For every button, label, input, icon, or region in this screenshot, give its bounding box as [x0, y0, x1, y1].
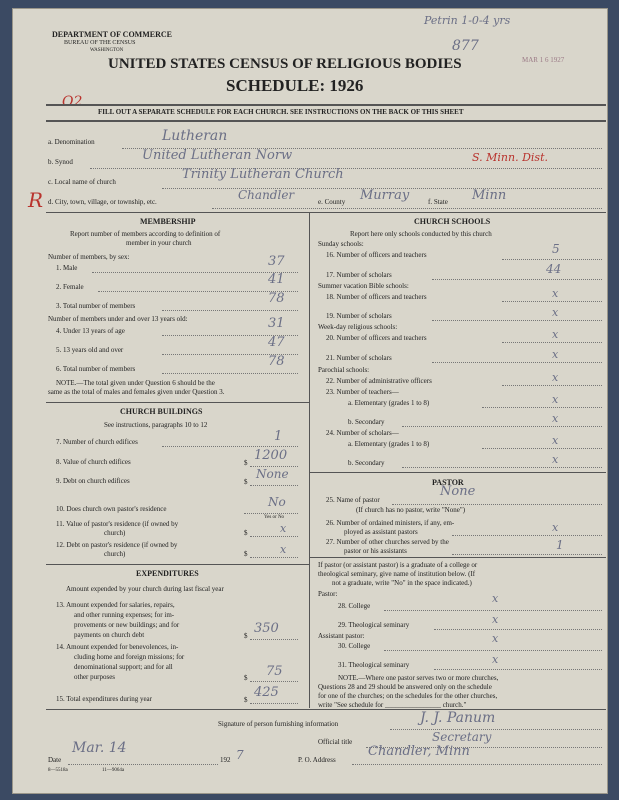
q12-dollar: $	[244, 550, 248, 558]
received-stamp: MAR 1 6 1927	[522, 56, 565, 64]
q28-value: x	[492, 592, 499, 605]
q29-value: x	[492, 613, 499, 626]
q15-label: 15. Total expenditures during year	[56, 695, 152, 703]
q17-label: 17. Number of scholars	[326, 271, 392, 279]
grad-text2: theological seminary, give name of institution below. (If	[318, 570, 476, 578]
q18-value: x	[552, 287, 559, 300]
schedule-number: 877	[452, 38, 479, 54]
q11-label: 11. Value of pastor's residence (if owned by	[56, 520, 179, 528]
q22-value: x	[552, 371, 559, 384]
q19-label: 19. Number of scholars	[326, 312, 392, 320]
pastor-note1: NOTE.—Where one pastor serves two or more churches,	[338, 674, 499, 682]
q9-dollar: $	[244, 478, 248, 486]
buildings-title: CHURCH BUILDINGS	[120, 407, 203, 416]
q26-label-b: ployed as assistant pastors	[344, 528, 418, 536]
instructions-rule	[46, 120, 606, 122]
expenditures-sub: Amount expended by your church during last fiscal year	[66, 585, 224, 593]
q30-label: 30. College	[338, 642, 371, 650]
state-value: Minn	[472, 188, 507, 203]
county-value: Murray	[360, 188, 410, 203]
q15-value: 425	[254, 685, 279, 700]
q11-label-b: church)	[104, 529, 126, 537]
membership-note1: NOTE.—The total given under Question 6 should be the	[56, 379, 215, 387]
q24a-label: a. Elementary (grades 1 to 8)	[348, 440, 430, 448]
church-name-value: Trinity Lutheran Church	[182, 167, 344, 182]
schedule-sheet	[12, 8, 608, 794]
membership-note2: same as the total of males and females given under Question 3.	[48, 388, 225, 396]
synod-value: United Lutheran Norw	[142, 148, 293, 163]
q30-value: x	[492, 632, 499, 645]
q23b-value: x	[552, 412, 559, 425]
q5-value: 47	[268, 335, 285, 350]
address-value: Chandler, Minn	[368, 744, 470, 759]
header-rule	[46, 104, 606, 106]
sunday-label: Sunday schools:	[318, 240, 364, 248]
pastor-note3: for one of the churches; on the schedules for the other churches,	[318, 692, 498, 700]
assistant-pastor-label: Assistant pastor:	[318, 632, 365, 640]
q16-label: 16. Number of officers and teachers	[326, 251, 427, 259]
pastor-title: PASTOR	[432, 478, 464, 487]
q23a-value: x	[552, 393, 559, 406]
under-over-label: Number of members under and over 13 years old:	[48, 315, 188, 323]
q7-value: 1	[274, 429, 283, 444]
top-note: Petrin 1-0-4 yrs	[424, 14, 511, 27]
denomination-value: Lutheran	[162, 128, 228, 144]
q6-value: 78	[268, 354, 285, 369]
year-value: 7	[236, 748, 244, 762]
grad-text3: not a graduate, write "No" in the space indicated.)	[332, 579, 472, 587]
q21-value: x	[552, 348, 559, 361]
q13-label-b: and other running expenses; for im-	[74, 611, 175, 619]
q13-dollar: $	[244, 632, 248, 640]
q23b-label: b. Secondary	[348, 418, 385, 426]
q25-value: None	[440, 484, 476, 499]
q2-value: 41	[268, 272, 285, 287]
q17-value: 44	[546, 262, 562, 276]
county-label: e. County	[318, 198, 346, 206]
q16-value: 5	[552, 242, 560, 256]
q22-label: 22. Number of administrative officers	[326, 377, 432, 385]
dept-name: DEPARTMENT OF COMMERCE	[52, 30, 173, 39]
synod-district: S. Minn. Dist.	[472, 151, 548, 164]
q12-value: x	[280, 543, 287, 556]
pastor-note4: write "See schedule for ________________ church."	[318, 701, 467, 709]
q4-value: 31	[268, 316, 285, 331]
q31-label: 31. Theological seminary	[338, 661, 410, 669]
yes-no-hint: Yes or No	[264, 515, 285, 520]
margin-mark: R	[28, 188, 44, 212]
q13-label: 13. Amount expended for salaries, repairs,	[56, 601, 175, 609]
membership-title: MEMBERSHIP	[140, 217, 196, 226]
q3-value: 78	[268, 291, 285, 306]
q1-label: 1. Male	[56, 264, 78, 272]
q14-label-d: other purposes	[74, 673, 116, 681]
q24a-value: x	[552, 434, 559, 447]
q10-label: 10. Does church own pastor's residence	[56, 505, 167, 513]
q27-label: 27. Number of other churches served by the	[326, 538, 449, 546]
q8-dollar: $	[244, 459, 248, 467]
q28-label: 28. College	[338, 602, 371, 610]
q20-value: x	[552, 328, 559, 341]
q2-label: 2. Female	[56, 283, 84, 291]
official-title-value: Secretary	[432, 730, 492, 744]
schools-sub: Report here only schools conducted by this church	[350, 230, 492, 238]
date-label: Date	[48, 756, 62, 764]
by-sex-label: Number of members, by sex:	[48, 253, 130, 261]
q14-label-b: cluding home and foreign missions; for	[74, 653, 185, 661]
q8-label: 8. Value of church edifices	[56, 458, 131, 466]
year-prefix: 192	[220, 756, 231, 764]
q7-label: 7. Number of church edifices	[56, 438, 138, 446]
q11-value: x	[280, 522, 287, 535]
city-label: d. City, town, village, or township, etc.	[48, 198, 157, 206]
date-value: Mar. 14	[72, 740, 127, 756]
q20-label: 20. Number of officers and teachers	[326, 334, 427, 342]
form-number: 8—5518a	[48, 768, 68, 773]
q1-value: 37	[268, 254, 285, 269]
state-label: f. State	[428, 198, 448, 206]
q26-value: x	[552, 521, 559, 534]
expenditures-title: EXPENDITURES	[136, 569, 199, 578]
pastor-label: Pastor:	[318, 590, 338, 598]
q21-label: 21. Number of scholars	[326, 354, 392, 362]
q13-value: 350	[254, 621, 279, 636]
official-title-label: Official title	[318, 738, 353, 746]
weekday-label: Week-day religious schools:	[318, 323, 398, 331]
form-title: UNITED STATES CENSUS OF RELIGIOUS BODIES	[108, 56, 462, 72]
city-value: Chandler	[238, 188, 295, 202]
q18-label: 18. Number of officers and teachers	[326, 293, 427, 301]
red-mark: O2	[62, 94, 83, 110]
address-label: P. O. Address	[298, 756, 336, 764]
q3-label: 3. Total number of members	[56, 302, 136, 310]
q23a-label: a. Elementary (grades 1 to 8)	[348, 399, 430, 407]
q19-value: x	[552, 306, 559, 319]
q10-value: No	[268, 495, 286, 509]
q12-label: 12. Debt on pastor's residence (if owned by	[56, 541, 178, 549]
q27-value: 1	[556, 538, 564, 552]
signature-label: Signature of person furnishing information	[218, 720, 339, 728]
q24b-value: x	[552, 453, 559, 466]
q9-label: 9. Debt on church edifices	[56, 477, 130, 485]
q27-label-b: pastor or his assistants	[344, 547, 407, 555]
q13-label-c: provements or new buildings; and for	[74, 621, 180, 629]
column-divider	[309, 212, 310, 708]
q29-label: 29. Theological seminary	[338, 621, 410, 629]
denomination-label: a. Denomination	[48, 138, 95, 146]
q6-label: 6. Total number of members	[56, 365, 136, 373]
q15-dollar: $	[244, 696, 248, 704]
q26-label: 26. Number of ordained ministers, if any, em-	[326, 519, 455, 527]
q12-label-b: church)	[104, 550, 126, 558]
summer-label: Summer vacation Bible schools:	[318, 282, 409, 290]
buildings-sub: See instructions, paragraphs 10 to 12	[104, 421, 208, 429]
grad-text1: If pastor (or assistant pastor) is a graduate of a college or	[318, 561, 478, 569]
bureau-name: BUREAU OF THE CENSUS	[64, 40, 136, 46]
q9-value: None	[256, 467, 289, 481]
q31-value: x	[492, 653, 499, 666]
q24b-label: b. Secondary	[348, 459, 385, 467]
instructions-line: FILL OUT A SEPARATE SCHEDULE FOR EACH CHURCH. SEE INSTRUCTIONS ON THE BACK OF THIS SHEET	[98, 108, 464, 116]
schools-title: CHURCH SCHOOLS	[414, 217, 491, 226]
q13-label-d: payments on church debt	[74, 631, 145, 639]
membership-sub1: Report number of members according to definition of	[70, 230, 221, 238]
form-subtitle: SCHEDULE: 1926	[226, 76, 364, 95]
q24-label: 24. Number of scholars—	[326, 429, 399, 437]
q14-dollar: $	[244, 674, 248, 682]
signature-value: J. J. Panum	[420, 710, 496, 726]
q14-label-c: denominational support; and for all	[74, 663, 173, 671]
q23-label: 23. Number of teachers—	[326, 388, 399, 396]
q8-value: 1200	[254, 448, 288, 463]
city-name: WASHINGTON	[90, 48, 124, 53]
q25-note: (If church has no pastor, write "None")	[356, 506, 466, 514]
q14-label: 14. Amount expended for benevolences, in-	[56, 643, 179, 651]
q5-label: 5. 13 years old and over	[56, 346, 124, 354]
church-name-label: c. Local name of church	[48, 178, 116, 186]
q4-label: 4. Under 13 years of age	[56, 327, 125, 335]
q14-value: 75	[266, 664, 283, 679]
synod-label: b. Synod	[48, 158, 73, 166]
print-number: 11—9064a	[102, 768, 125, 773]
q25-label: 25. Name of pastor	[326, 496, 380, 504]
parochial-label: Parochial schools:	[318, 366, 370, 374]
pastor-note2: Questions 28 and 29 should be answered only on the schedule	[318, 683, 492, 691]
q11-dollar: $	[244, 529, 248, 537]
membership-sub2: member in your church	[126, 239, 192, 247]
